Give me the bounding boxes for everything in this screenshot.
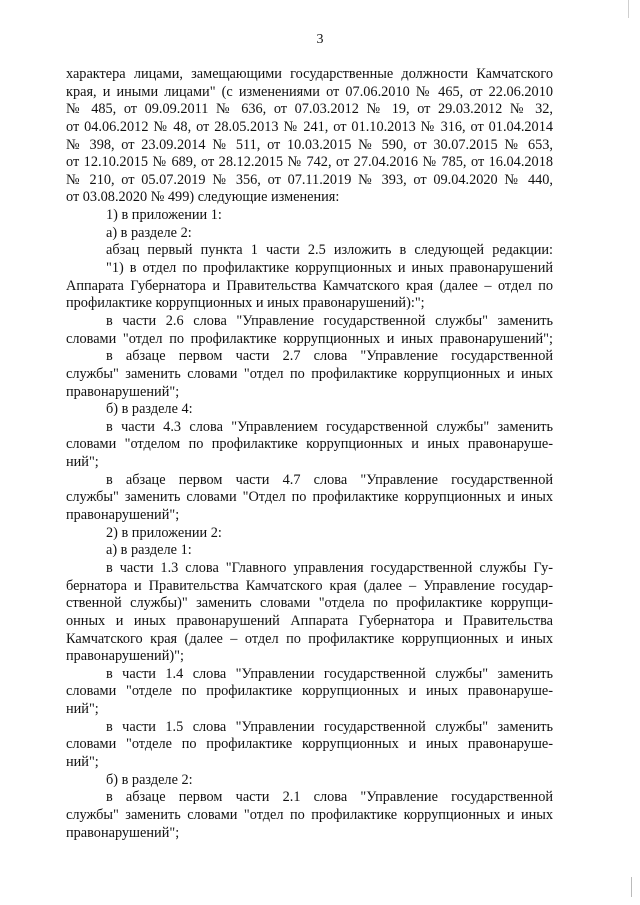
scan-edge-mark (631, 877, 632, 897)
document-body (66, 66, 553, 842)
text-line: правонарушений"; (66, 824, 180, 841)
text-line: ний"; (66, 753, 99, 770)
subsection-heading: а) в разделе 1: (106, 542, 192, 559)
page-number: 3 (316, 32, 324, 47)
text-line: правонарушений)"; (66, 648, 184, 665)
text-line: ний"; (66, 701, 99, 718)
text-line: № 398, от 23.09.2014 № 511, от 10.03.2015 № 590, от 30.07.2015 № 653, (66, 136, 553, 153)
text-line: края, и иными лицами" (с изменениями от 07.06.2010 № 465, от 22.06.2010 (66, 83, 553, 100)
text-line: в абзаце первом части 2.7 слова "Управление государственной (106, 348, 553, 365)
text-line: словами "отделе по профилактике коррупционных и иных правонаруше- (66, 736, 553, 753)
text-line: № 485, от 09.09.2011 № 636, от 07.03.2012 № 19, от 29.03.2012 № 32, (66, 101, 553, 118)
list-item-heading: 1) в приложении 1: (106, 207, 222, 224)
text-line: службы" заменить словами "отдел по профилактике коррупционных и иных (66, 365, 553, 382)
text-line: "1) в отдел по профилактике коррупционных и иных правонарушений (106, 260, 553, 277)
text-line: правонарушений"; (66, 383, 180, 400)
text-line: от 04.06.2012 № 48, от 28.05.2013 № 241, от 01.10.2013 № 316, от 01.04.2014 (66, 118, 553, 135)
text-line: в части 2.6 слова "Управление государственной службы" заменить (106, 312, 553, 329)
text-line: № 210, от 05.07.2019 № 356, от 07.11.2019 № 393, от 09.04.2020 № 440, (66, 171, 553, 188)
subsection-heading: б) в разделе 4: (106, 401, 193, 418)
text-line: характера лицами, замещающими государственные должности Камчатского (66, 66, 553, 82)
subsection-heading: а) в разделе 2: (106, 224, 192, 241)
text-line: онных и иных правонарушений Аппарата Губернатора и Правительства (66, 612, 553, 629)
text-line: от 12.10.2015 № 689, от 28.12.2015 № 742, от 27.04.2016 № 785, от 16.04.2018 (66, 154, 553, 171)
text-line: в абзаце первом части 4.7 слова "Управление государственной (106, 471, 553, 488)
text-line: в части 4.3 слова "Управлением государственной службы" заменить (106, 418, 553, 435)
scan-edge-mark (628, 0, 629, 18)
text-line: ственной службы)" заменить словами "отдела по профилактике коррупци- (66, 595, 553, 612)
text-line: ний"; (66, 454, 99, 471)
text-line: словами "отделом по профилактике коррупционных и иных правонаруше- (66, 436, 553, 453)
text-line: словами "отдел по профилактике коррупционных и иных правонарушений"; (66, 330, 553, 347)
text-line: в абзаце первом части 2.1 слова "Управление государственной (106, 789, 553, 806)
text-line: словами "отделе по профилактике коррупционных и иных правонаруше- (66, 683, 553, 700)
text-line: Камчатского края (далее – отдел по профилактике коррупционных и иных (66, 630, 553, 647)
text-line: бернатора и Правительства Камчатского края (далее – Управление государ- (66, 577, 553, 594)
text-line: Аппарата Губернатора и Правительства Камчатского края (далее – отдел по (66, 277, 553, 294)
text-line: в части 1.3 слова "Главного управления государственной службы Гу- (106, 559, 553, 576)
list-item-heading: 2) в приложении 2: (106, 524, 222, 541)
subsection-heading: б) в разделе 2: (106, 771, 193, 788)
text-line: правонарушений"; (66, 507, 180, 524)
text-line: абзац первый пункта 1 части 2.5 изложить в следующей редакции: (106, 242, 553, 259)
text-line: в части 1.5 слова "Управлении государственной службы" заменить (106, 718, 553, 735)
text-line: службы" заменить словами "Отдел по профилактике коррупционных и иных (66, 489, 553, 506)
text-line: от 03.08.2020 № 499) следующие изменения: (66, 189, 340, 206)
text-line: в части 1.4 слова "Управлении государственной службы" заменить (106, 665, 553, 682)
text-line: профилактике коррупционных и иных правонарушений):"; (66, 295, 425, 312)
text-line: службы" заменить словами "отдел по профилактике коррупционных и иных (66, 806, 553, 823)
